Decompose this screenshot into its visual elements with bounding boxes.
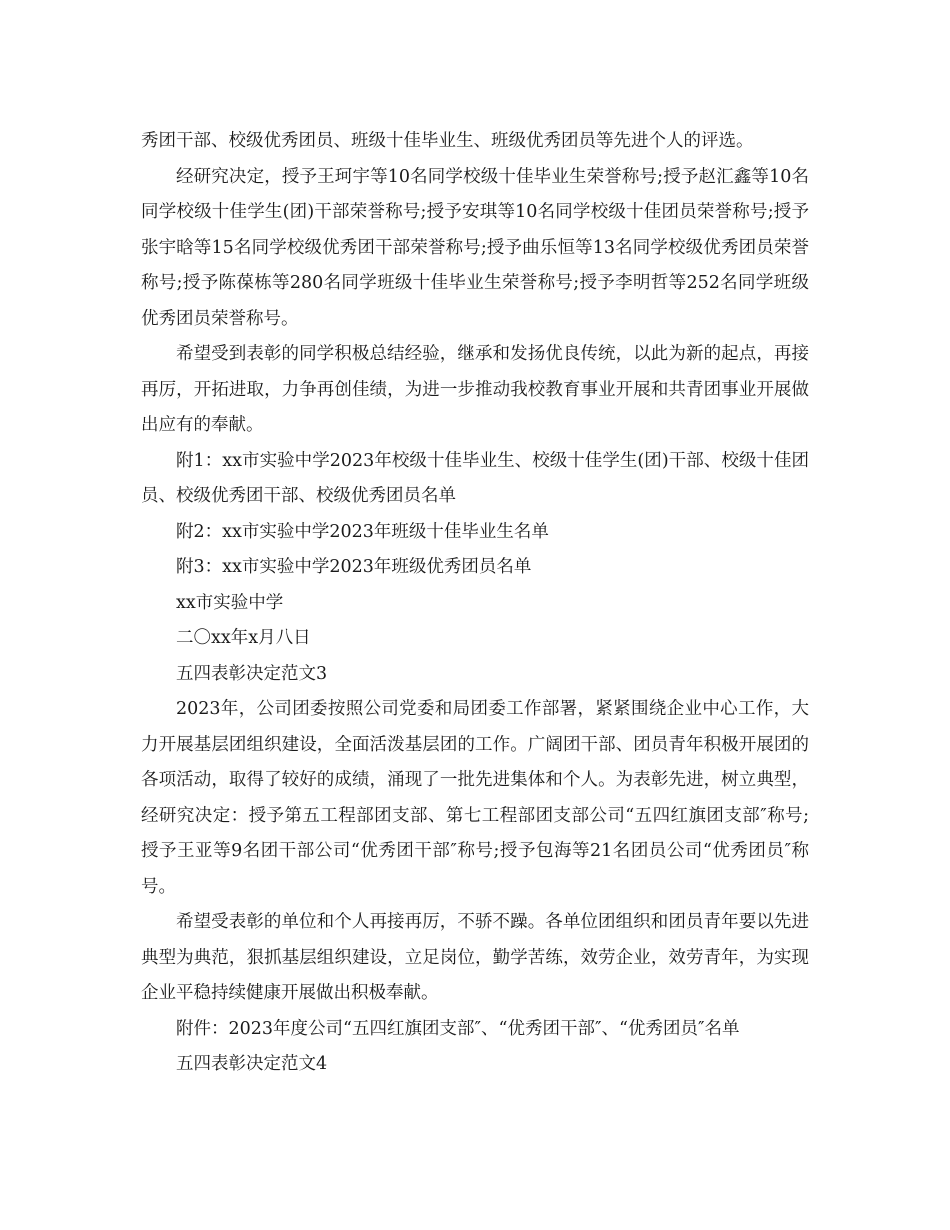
paragraph-continuation: 秀团干部、校级优秀团员、班级十佳毕业生、班级优秀团员等先进个人的评选。	[141, 131, 754, 151]
section-heading-4: 五四表彰决定范文4	[176, 1054, 328, 1074]
attachment-2: 附2：xx市实验中学2023年班级十佳毕业生名单	[176, 521, 549, 542]
signature-org: xx市实验中学	[176, 592, 284, 613]
paragraph-company-hope: 希望受表彰的单位和个人再接再厉，不骄不躁。各单位团组织和团员青年要以先进典型为典范，狠抓基层组织建设，立足岗位，勤学苦练，效劳企业，效劳青年，为实现企业平稳持续健康开展做出积极奉献。	[141, 912, 809, 1003]
paragraph-company-decision: 2023年，公司团委按照公司党委和局团委工作部署，紧紧围绕企业中心工作，大力开展基层团组织建设，全面活泼基层团的工作。广阔团干部、团员青年积极开展团的各项活动，取得了较好的成绩，涌现了一批先进集体和个人。为表彰先进，树立典型，经研究决定：授予第五工程部团支部、第七工程部团支部公司“五四红旗团支部″称号;授予王亚等9名团干部公司“优秀团干部″称号;授予包海等21名团员公司“优秀团员″称号。	[141, 699, 809, 897]
signature-date: 二〇xx年x月八日	[176, 628, 311, 648]
attachment-company: 附件：2023年度公司“五四红旗团支部″、“优秀团干部″、“优秀团员″名单	[176, 1018, 740, 1039]
document-body	[141, 124, 809, 1083]
attachment-3: 附3：xx市实验中学2023年班级优秀团员名单	[176, 557, 532, 577]
paragraph-hope: 希望受到表彰的同学积极总结经验，继承和发扬优良传统，以此为新的起点，再接再厉，开拓进取，力争再创佳绩，为进一步推动我校教育事业开展和共青团事业开展做出应有的奉献。	[141, 344, 809, 435]
paragraph-decision: 经研究决定，授予王珂宇等10名同学校级十佳毕业生荣誉称号;授予赵汇鑫等10名同学校级十佳学生(团)干部荣誉称号;授予安琪等10名同学校级十佳团员荣誉称号;授予张宇晗等15名同学校级优秀团干部荣誉称号;授予曲乐恒等13名同学校级优秀团员荣誉称号;授予陈葆栋等280名同学班级十佳毕业生荣誉称号;授予李明哲等252名同学班级优秀团员荣誉称号。	[141, 166, 809, 329]
section-heading-3: 五四表彰决定范文3	[176, 663, 328, 684]
attachment-1: 附1：xx市实验中学2023年校级十佳毕业生、校级十佳学生(团)干部、校级十佳团员、校级优秀团干部、校级优秀团员名单	[141, 450, 809, 506]
